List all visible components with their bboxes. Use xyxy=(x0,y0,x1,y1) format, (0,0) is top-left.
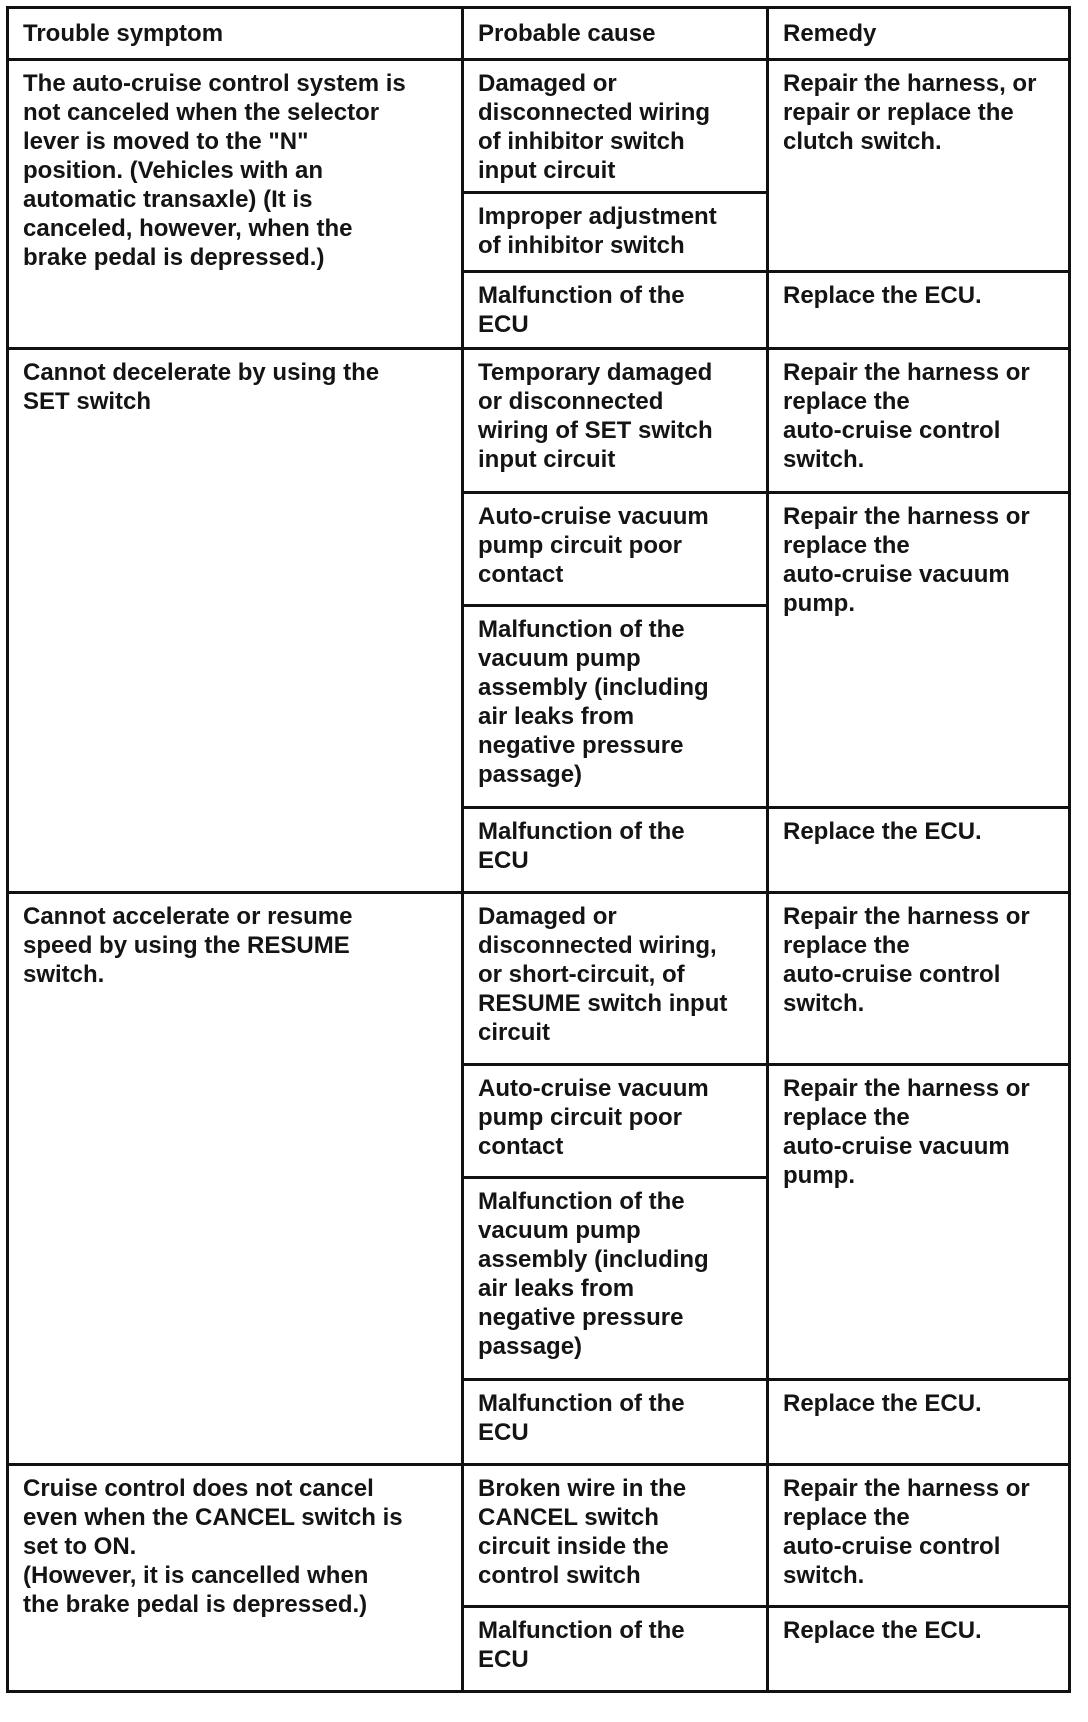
table-row xyxy=(8,60,1070,193)
remedy-cell: Repair the harness or replace the auto-cruise control switch. xyxy=(768,893,1070,1065)
cause-cell: Malfunction of the ECU xyxy=(463,808,768,893)
cause-cell: Malfunction of the vacuum pump assembly (including air leaks from negative pressure passage) xyxy=(463,1178,768,1380)
cause-cell: Broken wire in the CANCEL switch circuit inside the control switch xyxy=(463,1465,768,1607)
table-row xyxy=(8,349,1070,493)
symptom-cell: Cruise control does not cancel even when the CANCEL switch is set to ON. (However, it is cancelled when the brake pedal is depressed.) xyxy=(8,1465,463,1692)
cause-cell: Malfunction of the vacuum pump assembly (including air leaks from negative pressure passage) xyxy=(463,606,768,808)
cause-cell: Malfunction of the ECU xyxy=(463,1380,768,1465)
remedy-cell: Replace the ECU. xyxy=(768,272,1070,349)
cause-cell: Temporary damaged or disconnected wiring of SET switch input circuit xyxy=(463,349,768,493)
remedy-cell: Replace the ECU. xyxy=(768,1607,1070,1692)
header-remedy: Remedy xyxy=(768,8,1070,60)
remedy-cell: Repair the harness, or repair or replace the clutch switch. xyxy=(768,60,1070,272)
table-row xyxy=(8,893,1070,1065)
remedy-cell: Replace the ECU. xyxy=(768,1380,1070,1465)
cause-cell: Auto-cruise vacuum pump circuit poor contact xyxy=(463,1065,768,1178)
header-row xyxy=(8,8,1070,60)
remedy-cell: Replace the ECU. xyxy=(768,808,1070,893)
symptom-cell: The auto-cruise control system is not canceled when the selector lever is moved to the "N" position. (Vehicles with an automatic transaxle) (It is canceled, however, when the brake pedal is depressed.) xyxy=(8,60,463,349)
cause-cell: Damaged or disconnected wiring of inhibitor switch input circuit xyxy=(463,60,768,193)
cause-cell: Damaged or disconnected wiring, or short-circuit, of RESUME switch input circuit xyxy=(463,893,768,1065)
remedy-cell: Repair the harness or replace the auto-cruise vacuum pump. xyxy=(768,1065,1070,1380)
cause-cell: Improper adjustment of inhibitor switch xyxy=(463,193,768,272)
symptom-cell: Cannot accelerate or resume speed by using the RESUME switch. xyxy=(8,893,463,1465)
troubleshooting-table xyxy=(6,6,1071,1693)
header-probable-cause: Probable cause xyxy=(463,8,768,60)
cause-cell: Auto-cruise vacuum pump circuit poor contact xyxy=(463,493,768,606)
header-trouble-symptom: Trouble symptom xyxy=(8,8,463,60)
table-row xyxy=(8,1465,1070,1607)
symptom-cell: Cannot decelerate by using the SET switch xyxy=(8,349,463,893)
cause-cell: Malfunction of the ECU xyxy=(463,1607,768,1692)
remedy-cell: Repair the harness or replace the auto-cruise control switch. xyxy=(768,349,1070,493)
remedy-cell: Repair the harness or replace the auto-cruise vacuum pump. xyxy=(768,493,1070,808)
remedy-cell: Repair the harness or replace the auto-cruise control switch. xyxy=(768,1465,1070,1607)
cause-cell: Malfunction of the ECU xyxy=(463,272,768,349)
